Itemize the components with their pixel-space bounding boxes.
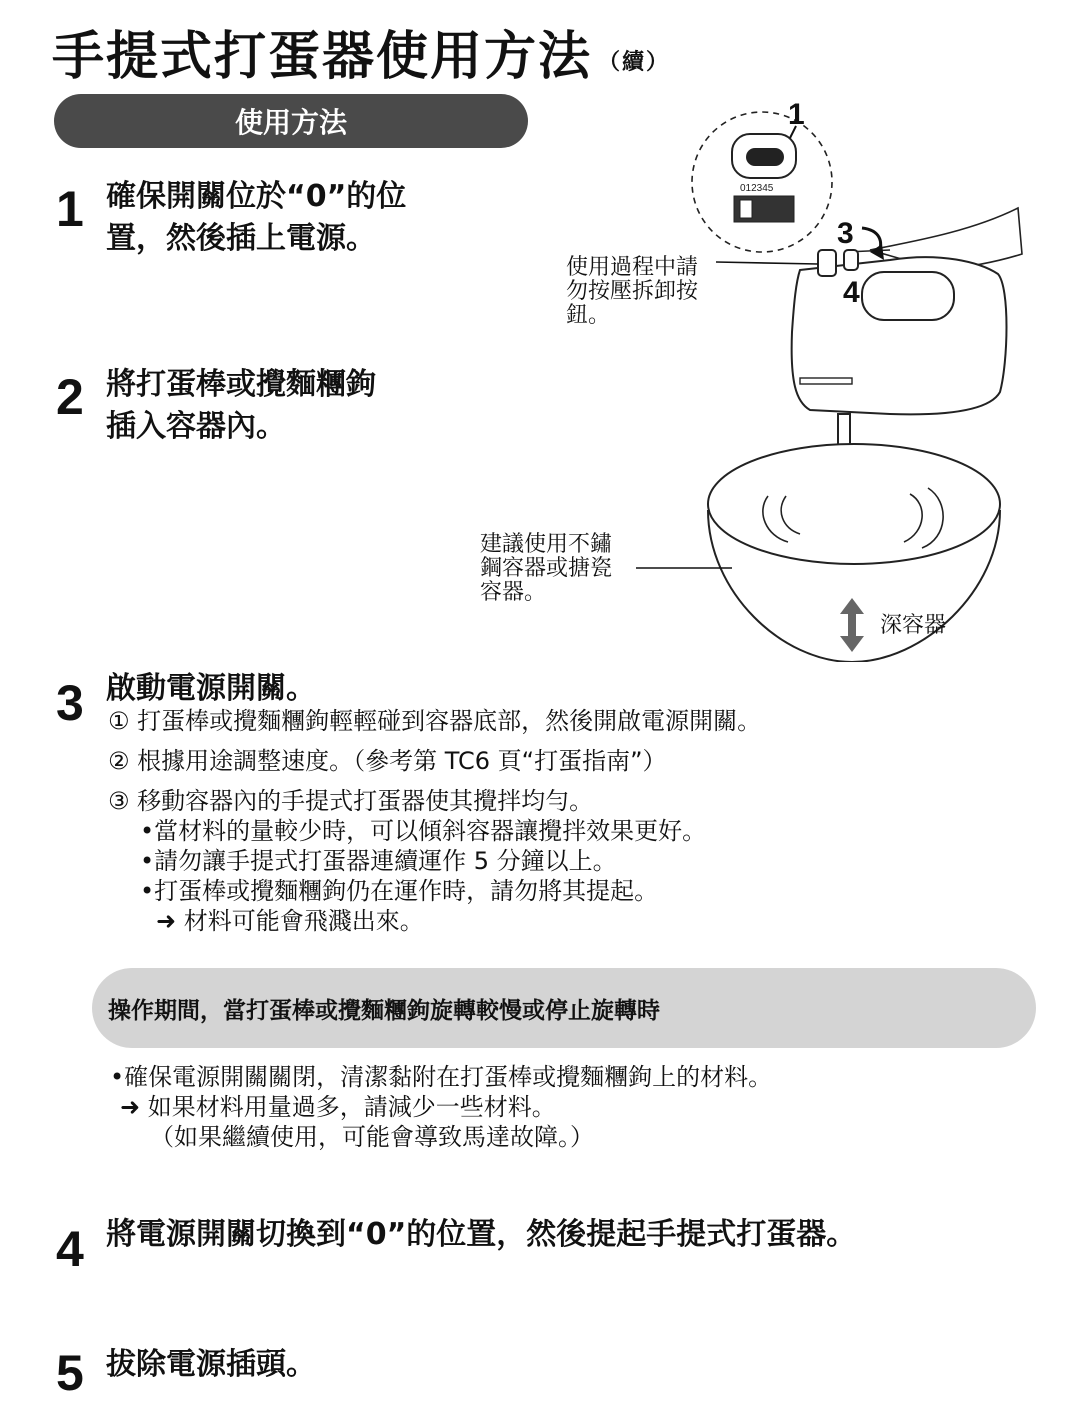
- release-note-line-2: 勿按壓拆卸按: [566, 279, 699, 304]
- step-1-line-2: 置，然後插上電源。: [106, 221, 376, 256]
- step-4-text: 將電源開關切換到“0”的位置，然後提起手提式打蛋器。: [106, 1217, 857, 1252]
- release-note: [566, 256, 698, 328]
- section-label: 使用方法: [54, 94, 528, 148]
- step-3-number: 3: [56, 675, 84, 731]
- switch-slider: [746, 148, 784, 166]
- page-title: [52, 14, 670, 89]
- release-note-line-1: 使用過程中請: [566, 255, 699, 280]
- step-3-bullet-2: •請勿讓手提式打蛋器連續運作 5 分鐘以上。: [140, 847, 617, 875]
- vent-strip: [800, 378, 852, 384]
- title-text: 手提式打蛋器使用方法: [52, 27, 593, 87]
- title-continued: （續）: [598, 49, 671, 75]
- bowl-note-line-2: 鋼容器或搪瓷: [480, 556, 613, 581]
- release-note-line-3: 鈕。: [566, 303, 611, 328]
- step-2-line-1: 將打蛋棒或攪麵糰鉤: [106, 367, 376, 402]
- step-3-item-1: ① 打蛋棒或攪麵糰鉤輕輕碰到容器底部，然後開啟電源開關。: [108, 707, 762, 735]
- bowl-note-line-1: 建議使用不鏽: [480, 532, 613, 557]
- bowl-note: [480, 533, 612, 605]
- step-2-line-2: 插入容器內。: [106, 409, 286, 444]
- step-2-number: 2: [56, 369, 84, 425]
- step-3-text: 啟動電源開關。: [106, 671, 316, 706]
- step-3-item-3: ③ 移動容器內的手提式打蛋器使其攪拌均勻。: [108, 787, 594, 815]
- bowl-note-line-3: 容器。: [480, 580, 547, 605]
- step-1-number: 1: [56, 181, 84, 237]
- switch-knob: [844, 250, 858, 270]
- marker-1: 1: [788, 98, 805, 131]
- step-2-text: [106, 364, 376, 448]
- troubleshoot-callout: [92, 968, 1036, 1048]
- arrow-3-head: [870, 244, 884, 260]
- release-knob: [818, 250, 836, 276]
- deep-bowl-label: 深容器: [880, 612, 947, 637]
- step-3-bullet-1: •當材料的量較少時，可以傾斜容器讓攪拌效果更好。: [140, 817, 707, 845]
- step-3-consequence: ➜ 材料可能會飛濺出來。: [156, 907, 424, 935]
- speed-scale-label: 012345: [740, 183, 774, 194]
- release-button: [740, 200, 752, 218]
- callout-warning: （如果繼續使用，可能會導致馬達故障。）: [150, 1123, 594, 1151]
- step-5-number: 5: [56, 1345, 84, 1401]
- callout-bullet: •確保電源開關關閉，清潔黏附在打蛋棒或攪麵糰鉤上的材料。: [110, 1063, 773, 1091]
- step-4-number: 4: [56, 1221, 84, 1277]
- marker-4: 4: [843, 276, 860, 309]
- marker-3: 3: [837, 217, 854, 250]
- step-5-text: 拔除電源插頭。: [106, 1347, 316, 1382]
- step-3-bullet-3: •打蛋棒或攪麵糰鉤仍在運作時，請勿將其提起。: [140, 877, 659, 905]
- step-3-item-2: ② 根據用途調整速度。（參考第 TC6 頁“打蛋指南”）: [108, 747, 667, 775]
- bowl-rim: [708, 444, 1000, 564]
- callout-consequence: ➜ 如果材料用量過多，請減少一些材料。: [120, 1093, 556, 1121]
- callout-text: 操作期間，當打蛋棒或攪麵糰鉤旋轉較慢或停止旋轉時: [108, 997, 660, 1024]
- step-1-text: [106, 176, 406, 260]
- release-note-leader: [716, 262, 818, 264]
- speed-control: [862, 272, 954, 320]
- step-1-line-1: 確保開關位於“0”的位: [106, 179, 407, 214]
